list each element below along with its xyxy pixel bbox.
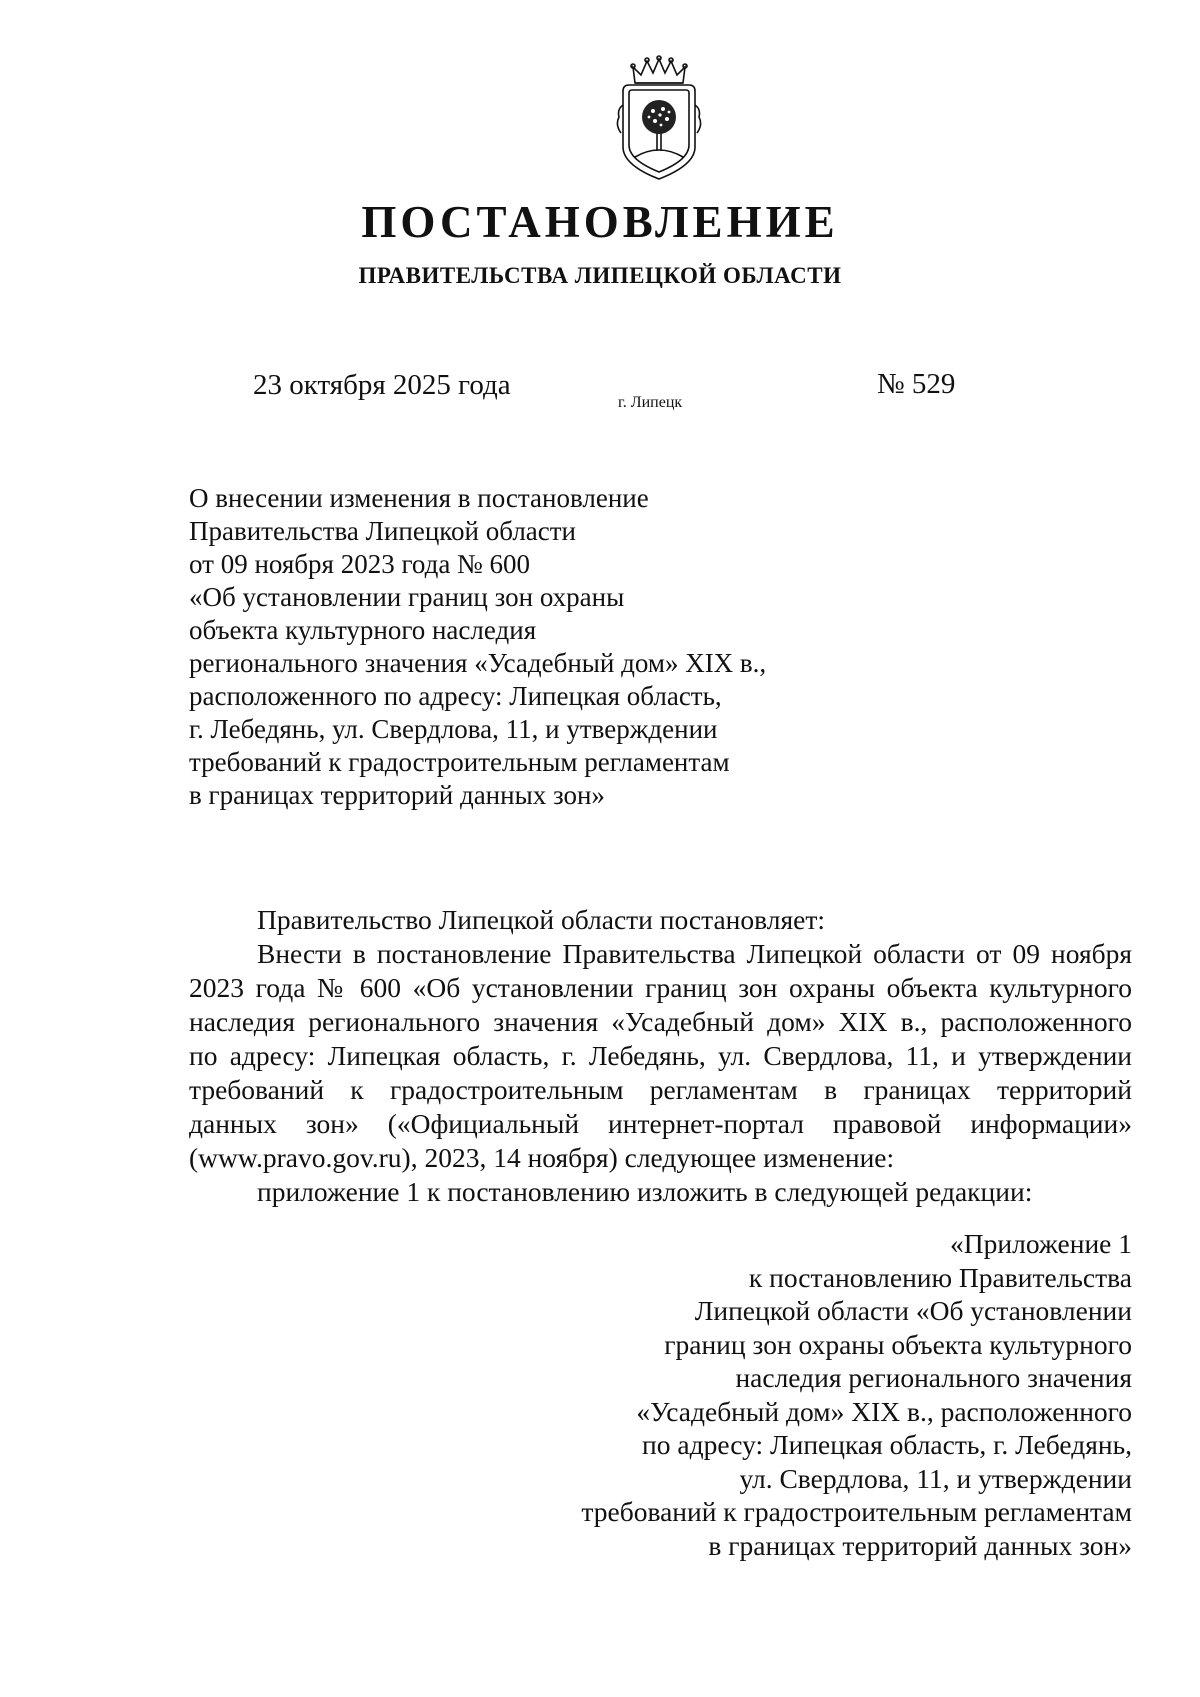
appendix-line: ул. Свердлова, 11, и утверждении bbox=[739, 1462, 1132, 1494]
subject-line: в границах территорий данных зон» bbox=[189, 780, 605, 810]
body-line: Внести в постановление Правительства Липецкой области от 09 ноября bbox=[257, 938, 1132, 969]
document-body bbox=[189, 903, 1132, 1209]
body-line: наследия регионального значения «Усадебный дом» XIX в., расположенного bbox=[189, 1006, 1132, 1037]
document-number: № 529 bbox=[877, 368, 956, 400]
body-line: 2023 года № 600 «Об установлении границ зон охраны объекта культурного bbox=[189, 972, 1132, 1003]
appendix-line: границ зон охраны объекта культурного bbox=[664, 1328, 1132, 1360]
subject-line: «Об установлении границ зон охраны bbox=[189, 582, 625, 612]
subject-line: от 09 ноября 2023 года № 600 bbox=[189, 549, 531, 579]
coat-of-arms-icon bbox=[613, 55, 705, 187]
appendix-line: по адресу: Липецкая область, г. Лебедянь, bbox=[642, 1429, 1132, 1460]
appendix-line: Липецкой области «Об установлении bbox=[694, 1295, 1132, 1326]
appendix-line: требований к градостроительным регламентам bbox=[581, 1496, 1132, 1527]
body-line: (www.pravo.gov.ru), 2023, 14 ноября) следующее изменение: bbox=[189, 1142, 895, 1173]
document-date: 23 октября 2025 года bbox=[253, 369, 511, 401]
appendix-heading bbox=[581, 1227, 1132, 1562]
document-subtitle: ПРАВИТЕЛЬСТВА ЛИПЕЦКОЙ ОБЛАСТИ bbox=[358, 263, 842, 288]
document-city: г. Липецк bbox=[618, 394, 683, 411]
body-paragraph-resolution bbox=[189, 937, 1132, 1175]
subject-line: О внесении изменения в постановление bbox=[189, 483, 649, 513]
body-line: требований к градостроительным регламентам в границах территорий bbox=[189, 1074, 1132, 1105]
appendix-line: наследия регионального значения bbox=[735, 1362, 1132, 1393]
subject-line: регионального значения «Усадебный дом» XIX в., bbox=[189, 648, 767, 678]
document-subject bbox=[189, 482, 766, 812]
subject-line: требований к градостроительным регламентам bbox=[189, 747, 730, 777]
body-paragraph-amendment: приложение 1 к постановлению изложить в следующей редакции: bbox=[257, 1176, 1033, 1207]
appendix-line: к постановлению Правительства bbox=[748, 1261, 1132, 1293]
appendix-line: «Усадебный дом» XIX в., расположенного bbox=[636, 1395, 1132, 1427]
body-paragraph-preamble: Правительство Липецкой области постановляет: bbox=[257, 904, 826, 935]
appendix-line: в границах территорий данных зон» bbox=[708, 1529, 1132, 1561]
subject-line: г. Лебедянь, ул. Свердлова, 11, и утверждении bbox=[189, 714, 718, 744]
body-line: по адресу: Липецкая область, г. Лебедянь, ул. Свердлова, 11, и утверждении bbox=[189, 1040, 1132, 1071]
appendix-line: «Приложение 1 bbox=[950, 1228, 1132, 1259]
body-line: данных зон» («Официальный интернет-портал правовой информации» bbox=[189, 1108, 1132, 1139]
document-title: ПОСТАНОВЛЕНИЕ bbox=[361, 197, 839, 247]
subject-line: Правительства Липецкой области bbox=[189, 516, 577, 546]
subject-line: расположенного по адресу: Липецкая область, bbox=[189, 681, 722, 711]
subject-line: объекта культурного наследия bbox=[189, 615, 537, 645]
